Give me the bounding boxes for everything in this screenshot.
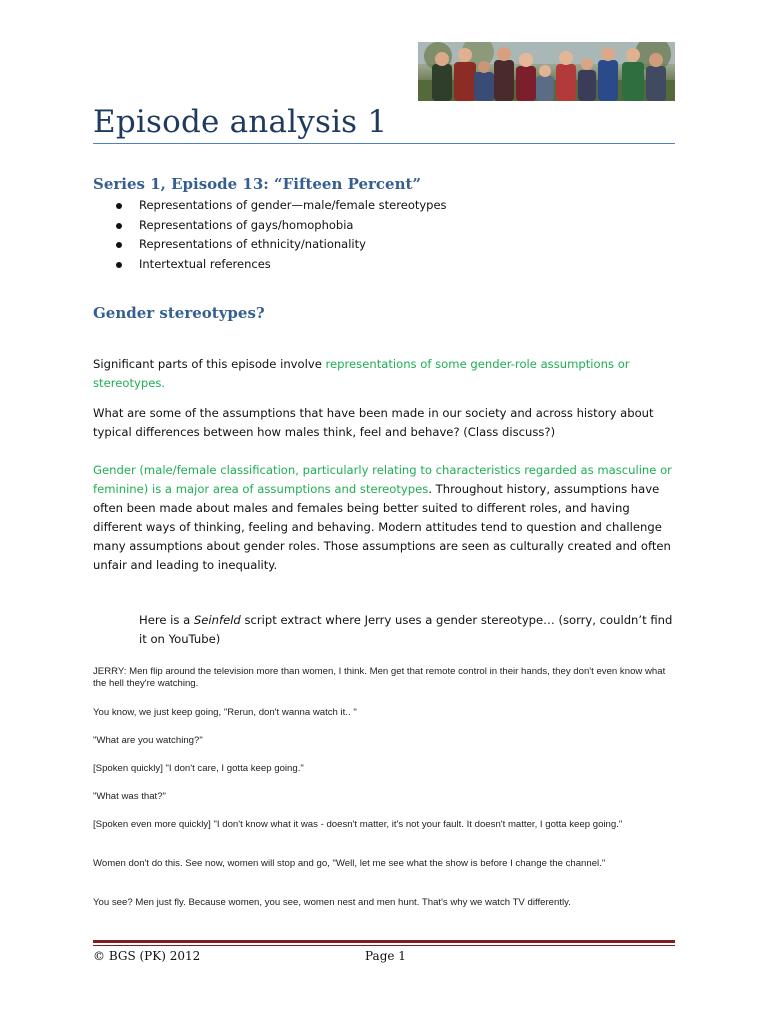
show-title: Seinfeld (193, 613, 241, 627)
topic-list (93, 196, 447, 274)
bullet-icon (116, 203, 122, 209)
bullet-icon (116, 242, 122, 248)
list-item: Representations of gender—male/female stereotypes (93, 196, 447, 216)
list-item: Representations of ethnicity/nationality (93, 235, 447, 255)
footer-divider-thin (93, 945, 675, 946)
script-intro: Here is a Seinfeld script extract where Jerry uses a gender stereotype… (sorry, couldn’t find it on YouTube) (139, 613, 673, 646)
script-line: You know, we just keep going, "Rerun, don't wanna watch it.. " (93, 707, 357, 718)
script-line: You see? Men just fly. Because women, you see, women nest and men hunt. That's why we watch TV differently. (93, 897, 571, 908)
list-item: Intertextual references (93, 255, 447, 275)
highlight-text: Gender (male/female classification, particularly relating to characteristics regarded as masculine or feminine) is a major area of assumptions and stereotypes (93, 463, 672, 496)
script-line: JERRY: Men flip around the television more than women, I think. Men get that remote control in their hands, they don't even know what the hell they're watching. (93, 666, 666, 689)
gender-heading: Gender stereotypes? (93, 304, 265, 322)
bullet-icon (116, 223, 122, 229)
highlight-text: representations of some gender-role assumptions or stereotypes. (93, 357, 630, 390)
paragraph-significant: Significant parts of this episode involve representations of some gender-role assumptions or stereotypes. (93, 357, 630, 390)
list-item: Representations of gays/homophobia (93, 216, 447, 236)
script-line: [Spoken even more quickly] "I don't know what it was - doesn't matter, it's not your fault. It doesn't matter, I gotta keep going." (93, 819, 623, 830)
bullet-icon (116, 262, 122, 268)
footer-divider (93, 940, 675, 943)
series-heading: Series 1, Episode 13: “Fifteen Percent” (93, 175, 422, 193)
paragraph-assumptions: What are some of the assumptions that have been made in our society and across history about typical differences between how males think, feel and behave? (Class discuss?) (93, 406, 654, 439)
page-title: Episode analysis 1 (93, 104, 388, 140)
script-line: "What are you watching?" (93, 735, 203, 746)
script-line: Women don't do this. See now, women will stop and go, "Well, let me see what the show is before I change the channel." (93, 858, 606, 869)
title-divider (93, 143, 675, 144)
paragraph-gender: Gender (male/female classification, particularly relating to characteristics regarded as masculine or feminine) is a major area of assumptions and stereotypes. Throughout history, assumptions have often been made about males and females being better suited to different roles, and having different ways of thinking, feeling and behaving. Modern attitudes tend to question and challenge many assumptions about gender roles. Those assumptions are seen as culturally created and often unfair and leading to inequality. (93, 463, 672, 572)
footer-copyright: © BGS (PK) 2012 (93, 949, 201, 963)
script-line: [Spoken quickly] "I don't care, I gotta keep going." (93, 763, 304, 774)
footer-page-number: Page 1 (365, 949, 406, 963)
script-line: "What was that?" (93, 791, 166, 802)
cast-photo (418, 42, 675, 101)
